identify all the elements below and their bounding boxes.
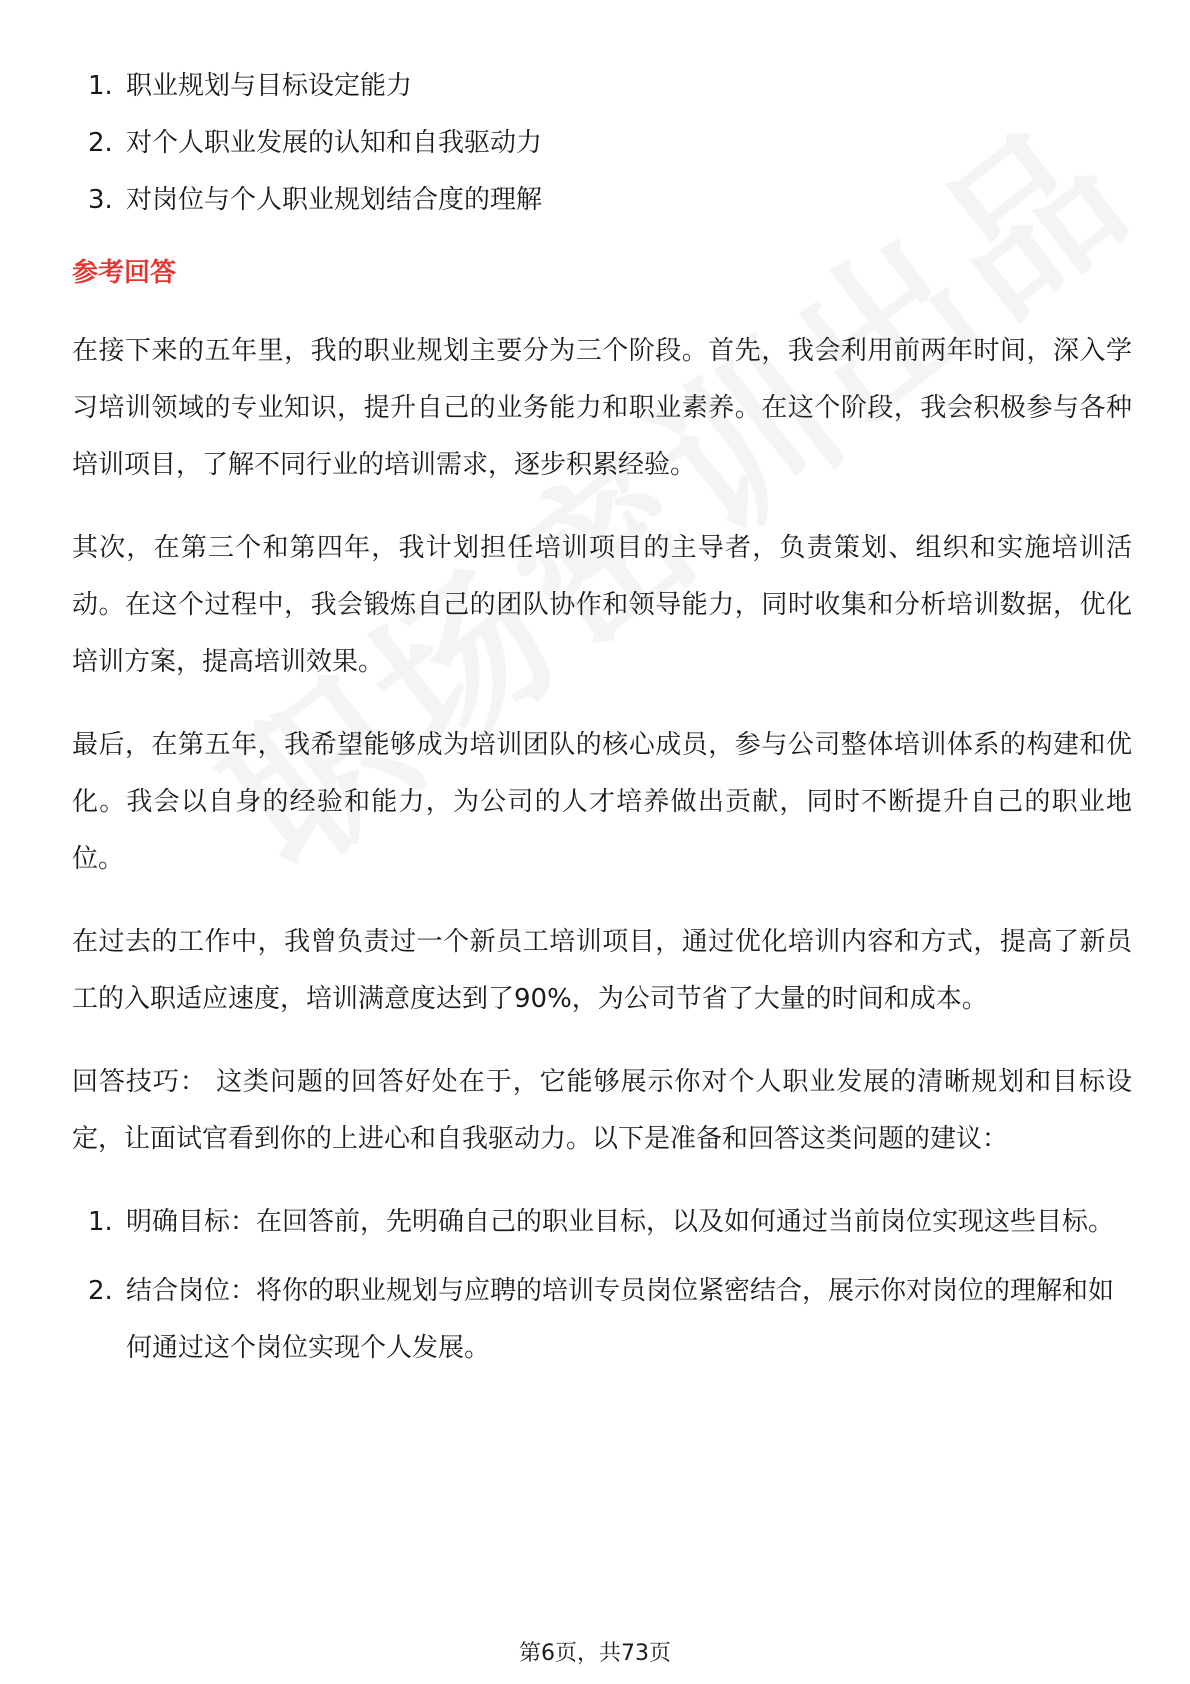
list-number: 2. (88, 128, 113, 158)
list-item-text: 职业规划与目标设定能力 (126, 71, 413, 101)
tip-item (72, 1263, 1132, 1377)
paragraph: 其次，在第三个和第四年，我计划担任培训项目的主导者，负责策划、组织和实施培训活动。在这个过程中，我会锻炼自己的团队协作和领导能力，同时收集和分析培训数据，优化培训方案，提高培训效果。 (72, 533, 1132, 677)
tip-item (72, 1194, 1132, 1251)
list-item-text: 对个人职业发展的认知和自我驱动力 (126, 128, 543, 158)
page-content (72, 58, 1132, 1389)
tip-number: 2. (88, 1276, 113, 1306)
tips-list (72, 1194, 1132, 1377)
tip-number: 1. (88, 1207, 113, 1237)
page-footer: 第6页，共73页 (519, 1641, 671, 1666)
section-title: 参考回答 (72, 258, 177, 288)
paragraph: 在过去的工作中，我曾负责过一个新员工培训项目，通过优化培训内容和方式，提高了新员工的入职适应速度，培训满意度达到了90%，为公司节省了大量的时间和成本。 (72, 927, 1132, 1014)
list-item (72, 172, 1132, 229)
list-item (72, 58, 1132, 115)
list-number: 1. (88, 71, 113, 101)
paragraph: 在接下来的五年里，我的职业规划主要分为三个阶段。首先，我会利用前两年时间，深入学习培训领域的专业知识，提升自己的业务能力和职业素养。在这个阶段，我会积极参与各种培训项目，了解不同行业的培训需求，逐步积累经验。 (72, 336, 1132, 480)
list-item-text: 对岗位与个人职业规划结合度的理解 (126, 185, 543, 215)
paragraph: 最后，在第五年，我希望能够成为培训团队的核心成员，参与公司整体培训体系的构建和优化。我会以自身的经验和能力，为公司的人才培养做出贡献，同时不断提升自己的职业地位。 (72, 730, 1132, 874)
list-item (72, 115, 1132, 172)
list-number: 3. (88, 185, 113, 215)
tip-text: 明确目标：在回答前，先明确自己的职业目标，以及如何通过当前岗位实现这些目标。 (126, 1207, 1115, 1237)
tip-text: 结合岗位：将你的职业规划与应聘的培训专员岗位紧密结合，展示你对岗位的理解和如何通过这个岗位实现个人发展。 (126, 1276, 1115, 1363)
assessment-list (72, 58, 1132, 229)
tips-intro-paragraph: 回答技巧： 这类问题的回答好处在于，它能够展示你对个人职业发展的清晰规划和目标设定，让面试官看到你的上进心和自我驱动力。以下是准备和回答这类问题的建议： (72, 1067, 1132, 1154)
